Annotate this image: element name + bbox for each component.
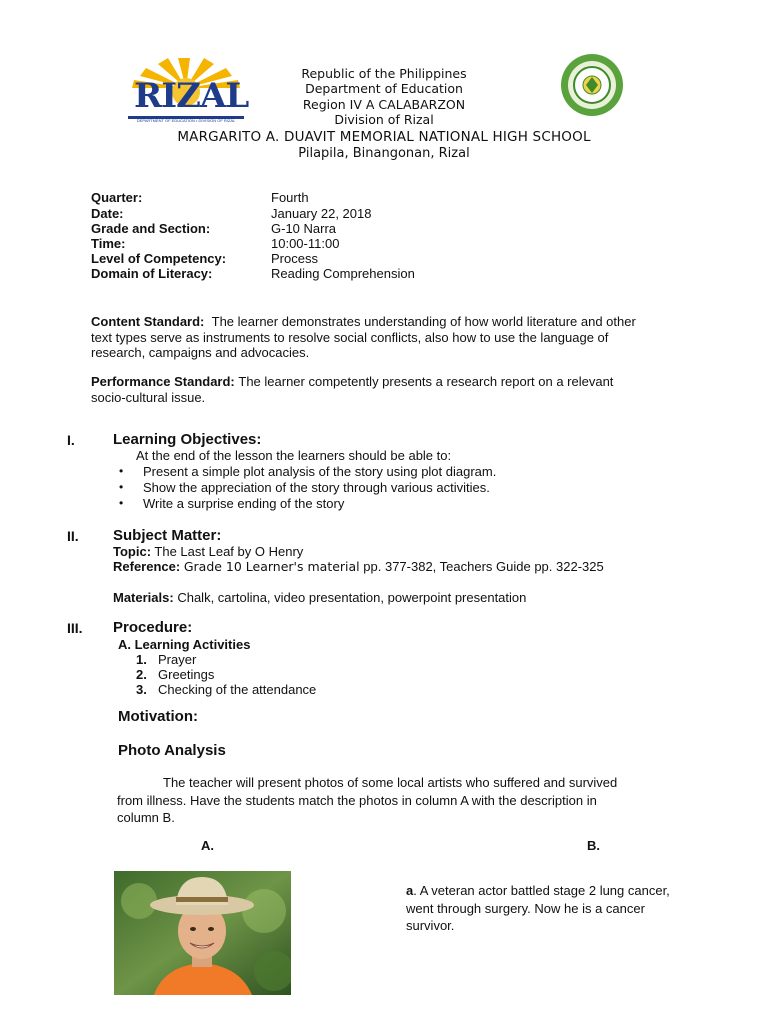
content-standard-line: The learner demonstrates understanding of how world literature and other [211,314,636,329]
description-line: survivor. [406,918,455,933]
objective-item: Write a surprise ending of the story [143,496,345,511]
section-number: III. [67,620,83,636]
section-title-subject: Subject Matter: [113,527,222,544]
step-number: 1. [136,652,147,667]
info-value: January 22, 2018 [271,206,372,221]
bullet-icon: • [119,496,124,510]
description-line: . A veteran actor battled stage 2 lung cancer, [413,883,670,898]
objective-item: Present a simple plot analysis of the story using plot diagram. [143,464,497,479]
reference [113,559,604,574]
photo-instruction [117,775,737,826]
header-line-deped: Department of Education [305,81,463,96]
materials-value: Chalk, cartolina, video presentation, powerpoint presentation [177,590,527,605]
artist-photo [114,871,291,995]
step-number: 2. [136,667,147,682]
step-text: Checking of the attendance [158,682,317,697]
materials-label: Materials: [113,590,174,605]
instruction-line: column B. [117,810,175,825]
objective-item: Show the appreciation of the story through various activities. [143,480,490,495]
performance-standard-label: Performance Standard: [91,374,235,389]
motivation-heading: Motivation: [118,708,198,725]
section-title-objectives: Learning Objectives: [113,431,262,448]
info-value: 10:00-11:00 [271,236,340,251]
bullet-icon: • [119,464,124,478]
reference-pages: pp. 377-382, Teachers Guide pp. 322-325 [363,559,604,574]
description-letter: a [406,883,414,898]
header-line-republic: Republic of the Philippines [301,66,467,81]
info-label: Time: [91,236,126,251]
performance-standard-line: The learner competently presents a research report on a relevant [238,374,614,389]
info-label: Grade and Section: [91,221,211,236]
content-standard-label: Content Standard: [91,314,205,329]
step-text: Greetings [158,667,215,682]
instruction-line: from illness. Have the students match the photos in column A with the description in [117,792,597,808]
info-value: Fourth [271,190,309,205]
instruction-line: The teacher will present photos of some local artists who suffered and survived [163,775,618,790]
objectives-intro: At the end of the lesson the learners should be able to: [136,448,452,463]
learning-activities-heading: A. Learning Activities [118,637,251,652]
step-number: 3. [136,682,147,697]
photo-analysis-heading: Photo Analysis [118,742,226,759]
topic-label: Topic: [113,544,152,559]
header-line-region: Region IV A CALABARZON [302,97,466,112]
step-text: Prayer [158,652,197,667]
person-photo-icon [114,871,291,995]
info-label: Date: [91,206,124,221]
column-b-label: B. [587,838,600,853]
school-name: MARGARITO A. DUAVIT MEMORIAL NATIONAL HIGH SCHOOL [177,129,591,145]
header-line-division: Division of Rizal [334,112,434,127]
info-label: Level of Competency: [91,251,227,266]
performance-standard [91,374,731,405]
logo-text: RIZAL [134,76,249,116]
info-value: Process [271,251,318,266]
info-value: Reading Comprehension [271,266,415,281]
bullet-icon: • [119,480,124,494]
topic [113,544,303,559]
description-line: went through surgery. Now he is a cancer [406,900,645,916]
topic-value: The Last Leaf by O Henry [154,544,304,559]
column-a-label: A. [201,838,214,853]
info-label: Quarter: [91,190,143,205]
logo-caption: DEPARTMENT OF EDUCATION • DIVISION OF RIZAL [136,118,236,123]
school-address: Pilapila, Binangonan, Rizal [298,146,470,161]
description-a [406,883,746,934]
reference-label: Reference: [113,559,181,574]
info-label: Domain of Literacy: [91,266,213,281]
section-number: I. [67,432,75,448]
materials [113,590,526,605]
reference-material: Grade 10 Learner's material [183,559,360,574]
content-standard-line: research, campaigns and advocacies. [91,345,310,360]
content-standard-line: text types serve as instruments to resolve social conflicts, also how to use the language of [91,329,609,345]
info-value: G-10 Narra [271,221,337,236]
section-title-procedure: Procedure: [113,619,193,636]
content-standard [91,314,731,361]
performance-standard-line: socio-cultural issue. [91,389,206,405]
section-number: II. [67,528,79,544]
